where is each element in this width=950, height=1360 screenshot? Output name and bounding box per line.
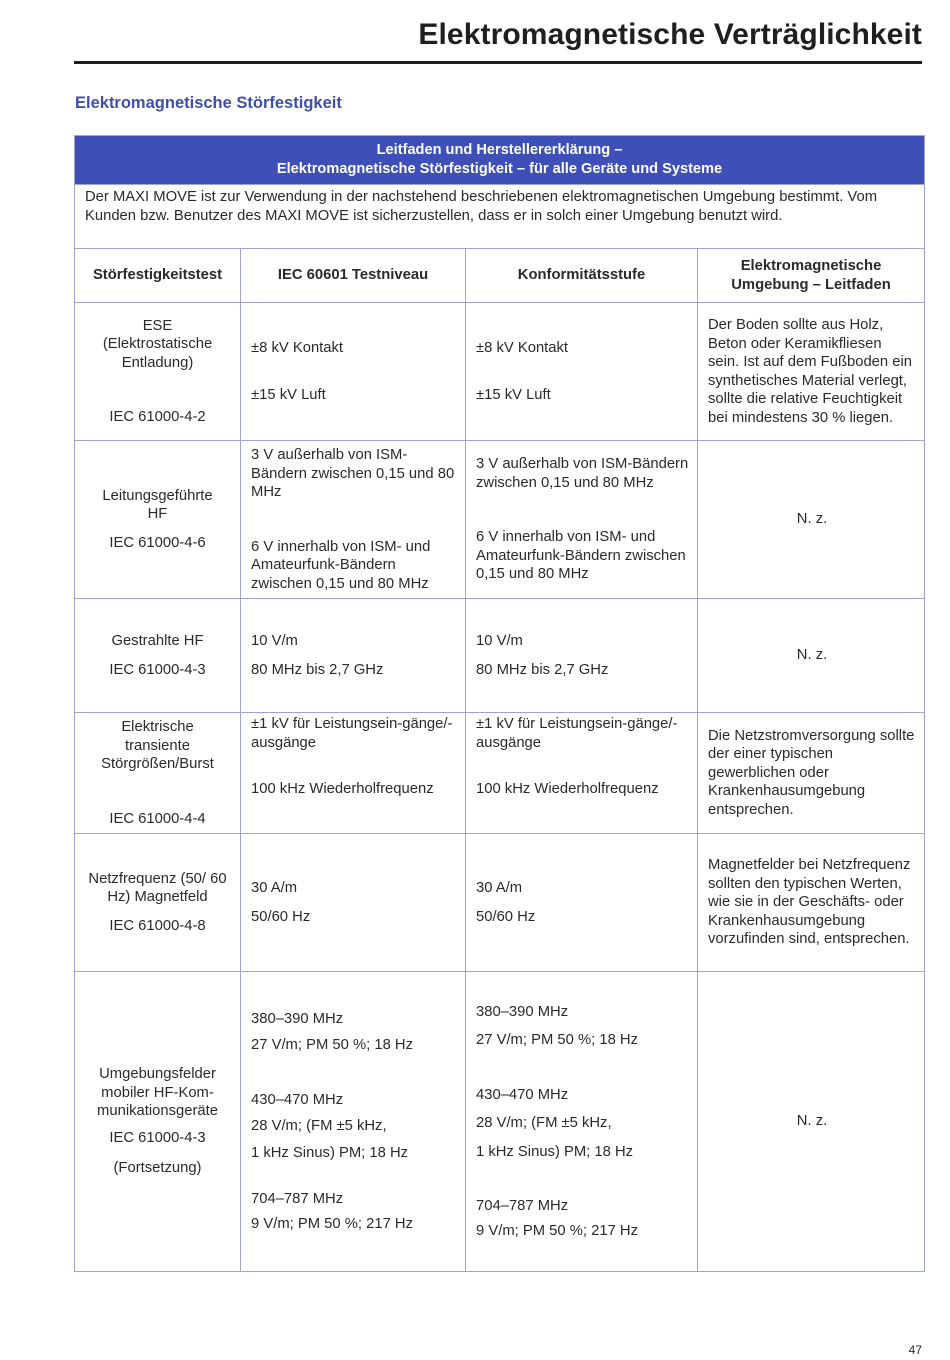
test-name: Leitungsgeführte HF <box>102 487 213 523</box>
table-title-line-2: Elektromagnetische Störfestigkeit – für alle Geräte und Systeme <box>276 161 723 177</box>
level-cell <box>241 713 466 834</box>
band-frequency: 380–390 MHz <box>251 1010 344 1027</box>
band-frequency: 430–470 MHz <box>251 1091 344 1108</box>
compliance-cell <box>466 599 698 713</box>
guidance-cell: N. z. <box>698 972 925 1272</box>
compliance-value: 100 kHz Wiederholfrequenz <box>476 781 659 797</box>
section-heading: Elektromagnetische Störfestigkeit <box>75 94 342 112</box>
intro-row <box>75 185 925 249</box>
column-header-guidance: Elektromagnetische Umgebung – Leitfaden <box>698 249 925 303</box>
compliance-value: 3 V außerhalb von ISM-Bändern zwischen 0,15 und 80 MHz <box>476 456 689 491</box>
table-row <box>75 972 925 1272</box>
guidance-cell: Die Netzstromversorgung sollte der einer typischen gewerblichen oder Krankenhausumgebung entsprechen. <box>698 713 925 834</box>
test-name: Umgebungsfelder mobiler HF-Kom-munikationsgeräte <box>97 1066 218 1120</box>
compliance-value: 10 V/m <box>476 633 523 649</box>
column-header-iec-level: IEC 60601 Testniveau <box>241 249 466 303</box>
test-name: ESE (Elektrostatische Entladung) <box>102 317 213 371</box>
test-standard: IEC 61000-4-6 <box>109 534 206 551</box>
test-standard: IEC 61000-4-3 <box>109 1129 206 1146</box>
guidance-cell: Magnetfelder bei Netzfrequenz sollten den typischen Werten, wie sie in der Geschäfts- oder Krankenhausumgebung vorzufinden sind, entsprechen. <box>698 834 925 972</box>
level-value: 100 kHz Wiederholfrequenz <box>251 781 434 797</box>
level-cell <box>241 972 466 1272</box>
table-row <box>75 713 925 834</box>
intro-text: Der MAXI MOVE ist zur Verwendung in der nachstehend beschriebenen elektromagnetischen Umgebung bestimmt. Vom Kunden bzw. Benutzer des MAXI MOVE ist sicherzustellen, dass er in solch einer Umgebung benutzt wird. <box>75 185 925 249</box>
guidance-cell: N. z. <box>698 599 925 713</box>
test-note: (Fortsetzung) <box>113 1160 202 1177</box>
level-value: ±8 kV Kontakt <box>251 340 344 356</box>
compliance-cell <box>466 441 698 599</box>
level-cell <box>241 834 466 972</box>
level-value: ±15 kV Luft <box>251 386 326 403</box>
band-spec-2: 1 kHz Sinus) PM; 18 Hz <box>251 1144 409 1161</box>
compliance-value: ±8 kV Kontakt <box>476 340 569 356</box>
table-row <box>75 303 925 441</box>
test-cell <box>75 713 241 834</box>
level-cell <box>241 303 466 441</box>
band-spec: 27 V/m; PM 50 %; 18 Hz <box>476 1032 639 1049</box>
test-cell <box>75 834 241 972</box>
level-value: 50/60 Hz <box>251 908 311 925</box>
guidance-cell: Der Boden sollte aus Holz, Beton oder Keramikfliesen sein. Ist auf dem Fußboden ein synthetisches Material verlegt, sollte die relative Feuchtigkeit bei mindestens 30 % liegen. <box>698 303 925 441</box>
test-standard: IEC 61000-4-4 <box>109 810 206 827</box>
band-frequency: 430–470 MHz <box>476 1086 569 1103</box>
compliance-value: 30 A/m <box>476 880 523 896</box>
band-spec: 27 V/m; PM 50 %; 18 Hz <box>251 1037 414 1054</box>
level-value: 30 A/m <box>251 880 298 896</box>
table-title <box>75 136 925 185</box>
level-value: ±1 kV für Leistungsein-gänge/-ausgänge <box>251 716 453 751</box>
title-rule <box>74 61 922 64</box>
test-standard: IEC 61000-4-2 <box>109 409 206 425</box>
level-value: 10 V/m <box>251 633 298 649</box>
table-row <box>75 834 925 972</box>
band-frequency: 704–787 MHz <box>476 1198 569 1215</box>
compliance-value: 6 V innerhalb von ISM- und Amateurfunk-Bändern zwischen 0,15 und 80 MHz <box>476 529 686 583</box>
page-title: Elektromagnetische Verträglichkeit <box>418 18 922 51</box>
band-spec: 28 V/m; (FM ±5 kHz, <box>251 1118 387 1135</box>
level-value: 6 V innerhalb von ISM- und Amateurfunk-Bändern zwischen 0,15 und 80 MHz <box>251 538 431 592</box>
level-value: 3 V außerhalb von ISM-Bändern zwischen 0,15 und 80 MHz <box>251 447 455 500</box>
test-cell <box>75 972 241 1272</box>
guidance-cell: N. z. <box>698 441 925 599</box>
level-cell <box>241 599 466 713</box>
test-cell <box>75 441 241 599</box>
test-standard: IEC 61000-4-8 <box>109 917 206 934</box>
column-header-compliance: Konformitätsstufe <box>466 249 698 303</box>
page-number: 47 <box>908 1343 922 1357</box>
table-title-row <box>75 136 925 185</box>
band-spec: 28 V/m; (FM ±5 kHz, <box>476 1115 612 1132</box>
band-frequency: 380–390 MHz <box>476 1003 569 1020</box>
column-header-row <box>75 249 925 303</box>
band-spec: 9 V/m; PM 50 %; 217 Hz <box>476 1222 639 1239</box>
band-frequency: 704–787 MHz <box>251 1191 344 1208</box>
test-standard: IEC 61000-4-3 <box>109 661 206 678</box>
test-name: Netzfrequenz (50/ 60 Hz) Magnetfeld <box>88 870 227 906</box>
compliance-cell <box>466 713 698 834</box>
table-row <box>75 599 925 713</box>
test-name: Elektrische transiente Störgrößen/Burst <box>101 719 214 772</box>
table-row <box>75 441 925 599</box>
compliance-value: ±15 kV Luft <box>476 386 551 403</box>
column-header-test: Störfestigkeitstest <box>75 249 241 303</box>
compliance-value: ±1 kV für Leistungsein-gänge/-ausgänge <box>476 716 678 751</box>
table-title-line-1: Leitfaden und Herstellererklärung – <box>376 141 623 158</box>
test-name: Gestrahlte HF <box>111 633 204 649</box>
compliance-cell <box>466 972 698 1272</box>
level-cell <box>241 441 466 599</box>
emc-immunity-table <box>74 135 925 1272</box>
test-cell <box>75 599 241 713</box>
band-spec: 9 V/m; PM 50 %; 217 Hz <box>251 1215 414 1232</box>
compliance-value: 80 MHz bis 2,7 GHz <box>476 661 609 678</box>
compliance-value: 50/60 Hz <box>476 908 536 925</box>
test-cell <box>75 303 241 441</box>
band-spec-2: 1 kHz Sinus) PM; 18 Hz <box>476 1143 634 1160</box>
compliance-cell <box>466 834 698 972</box>
level-value: 80 MHz bis 2,7 GHz <box>251 661 384 678</box>
compliance-cell <box>466 303 698 441</box>
